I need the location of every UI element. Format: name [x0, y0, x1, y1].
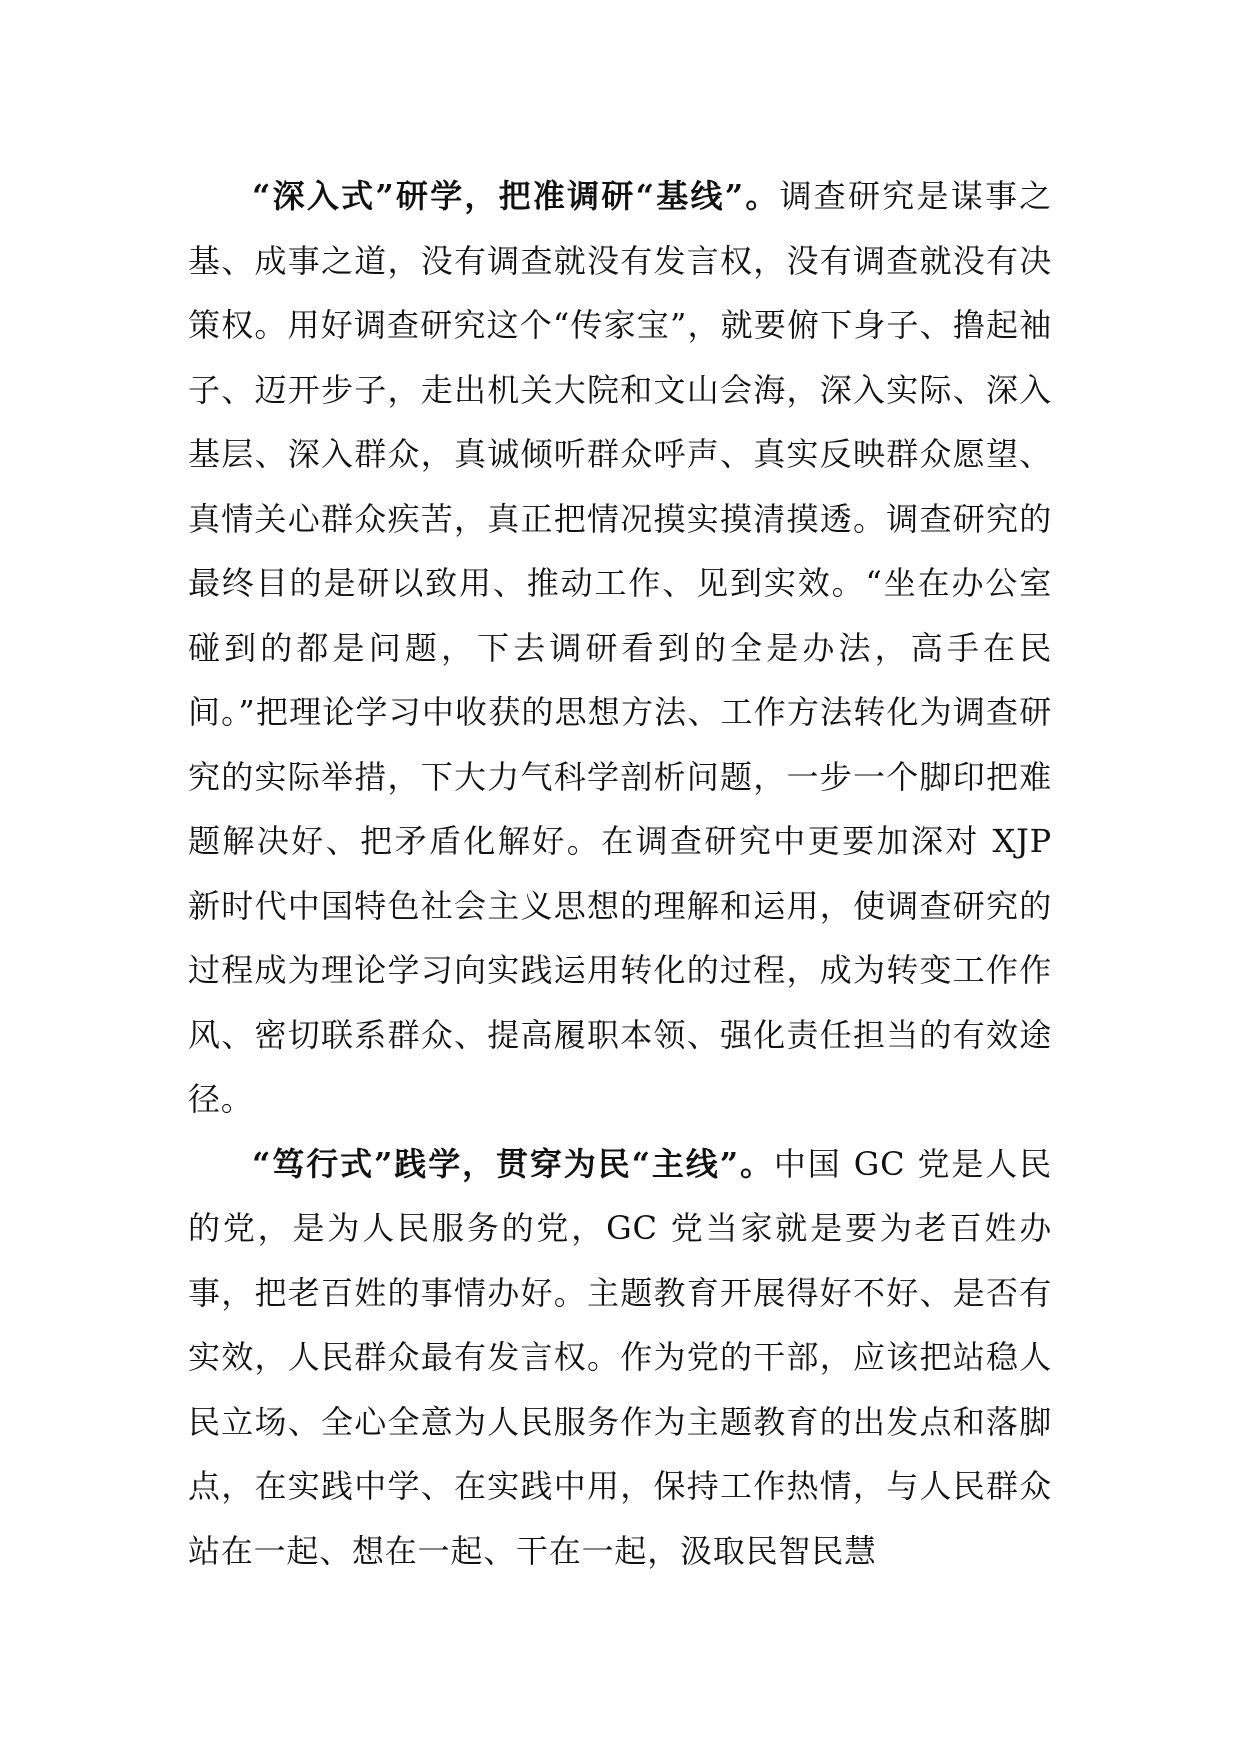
paragraph-2-heading: “笃行式”践学，贯穿为民“主线”。 [252, 1144, 774, 1183]
document-body [188, 164, 1052, 1583]
paragraph-2-text: 中国 GC 党是人民的党，是为人民服务的党，GC 党当家就是要为老百姓办事，把老百姓的事情办好。主题教育开展得好不好、是否有实效，人民群众最有发言权。作为党的干部，应该把站稳人民立场、全心全意为人民服务作为主题教育的出发点和落脚点，在实践中学、在实践中用，保持工作热情，与人民群众站在一起、想在一起、干在一起，汲取民智民慧 [188, 1144, 1052, 1570]
paragraph-2 [188, 1132, 1052, 1584]
paragraph-1-heading: “深入式”研学，把准调研“基线”。 [252, 177, 780, 215]
paragraph-1 [188, 164, 1052, 1132]
paragraph-1-text: 调查研究是谋事之基、成事之道，没有调查就没有发言权，没有调查就没有决策权。用好调查研究这个“传家宝”，就要俯下身子、撸起袖子、迈开步子，走出机关大院和文山会海，深入实际、深入基层、深入群众，真诚倾听群众呼声、真实反映群众愿望、真情关心群众疾苦，真正把情况摸实摸清摸透。调查研究的最终目的是研以致用、推动工作、见到实效。“坐在办公室碰到的都是问题，下去调研看到的全是办法，高手在民间。”把理论学习中收获的思想方法、工作方法转化为调查研究的实际举措，下大力气科学剖析问题，一步一个脚印把难题解决好、把矛盾化解好。在调查研究中更要加深对 XJP 新时代中国特色社会主义思想的理解和运用，使调查研究的过程成为理论学习向实践运用转化的过程，成为转变工作作风、密切联系群众、提高履职本领、强化责任担当的有效途径。 [188, 177, 1052, 1118]
